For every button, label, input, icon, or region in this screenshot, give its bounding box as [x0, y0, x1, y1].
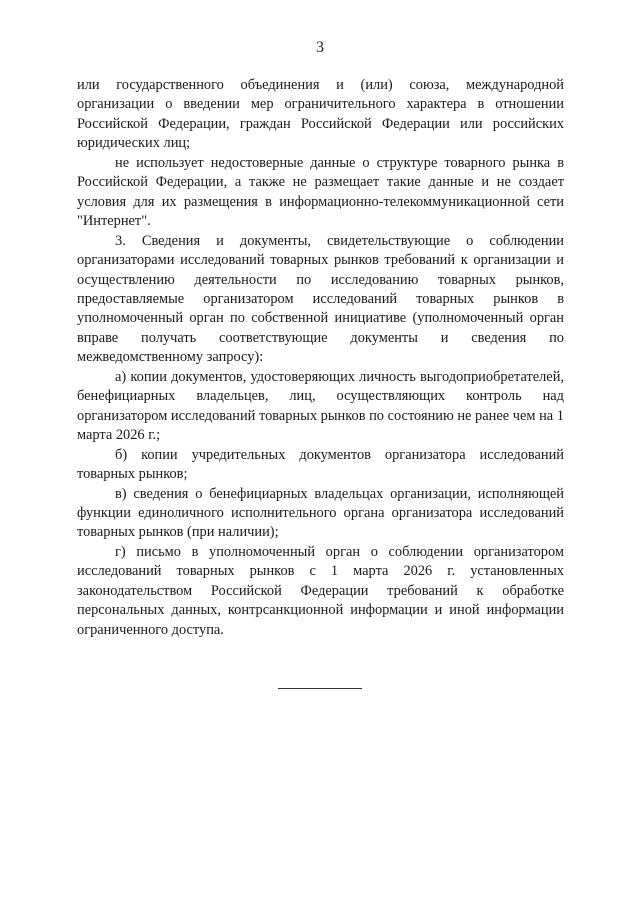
paragraph-continuation: или государственного объединения и (или) союза, международной организации о введении мер ограничительного характера в отношении Российской Федерации, граждан Российской Федерации или российских юридических лиц; — [77, 77, 564, 152]
page-number: 3 — [316, 39, 324, 56]
list-item-b: б) копии учредительных документов организатора исследований товарных рынков; — [77, 446, 564, 483]
end-of-text-rule — [278, 688, 362, 689]
list-item-g: г) письмо в уполномоченный орган о соблюдении организатором исследований товарных рынков с 1 марта 2026 г. установленных законодательством Российской Федерации требований к обработке персональных данных, контрсанкционной информации и иной информации ограниченного доступа. — [77, 543, 564, 638]
paragraph-data-integrity: не использует недостоверные данные о структуре товарного рынка в Российской Федерации, а также не размещает такие данные и не создает условия для их размещения в информационно-телекоммуникационной сети "Интернет". — [77, 154, 564, 230]
list-item-v: в) сведения о бенефициарных владельцах организации, исполняющей функции единоличного исполнительного органа организатора исследований товарных рынков (при наличии); — [77, 485, 564, 541]
paragraph-section-3: 3. Сведения и документы, свидетельствующие о соблюдении организаторами исследований товарных рынков требований к организации и осуществлению деятельности по исследованию товарных рынков, предоставляемые организатором исследований товарных рынков в уполномоченный орган по собственной инициативе (уполномоченный орган вправе получать соответствующие документы и сведения по межведомственному запросу): — [77, 232, 564, 366]
list-item-a: а) копии документов, удостоверяющих личность выгодоприобретателей, бенефициарных владельцев, лиц, осуществляющих контроль над организатором исследований товарных рынков по состоянию не ранее чем на 1 марта 2026 г.; — [77, 368, 564, 444]
document-body — [77, 76, 564, 640]
